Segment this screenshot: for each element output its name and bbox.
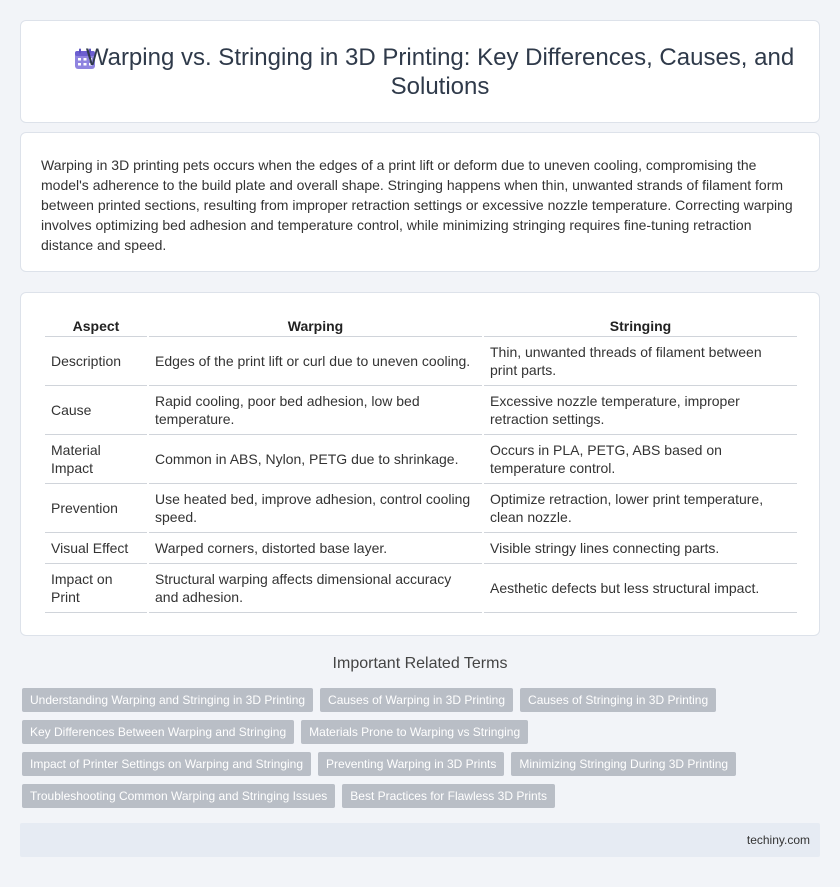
table-row: [45, 564, 797, 613]
page-title: Warping vs. Stringing in 3D Printing: Key Differences, Causes, and Solutions: [85, 44, 795, 100]
related-terms-title: Important Related Terms: [332, 655, 508, 672]
aspect-cell: Description: [45, 337, 147, 386]
related-term-link[interactable]: Causes of Stringing in 3D Printing: [520, 688, 716, 712]
tag-row: [22, 688, 822, 712]
intro-paragraph: Warping in 3D printing pets occurs when the edges of a print lift or deform due to uneven cooling, compromising the model's adherence to the build plate and overall shape. Stringing happens when thin, unwanted strands of filament form between printed sections, resulting from improper retraction settings or excessive nozzle temperature. Correcting warping involves optimizing bed adhesion and temperature control, while minimizing stringing requires fine-tuning retraction distance and speed.: [41, 157, 793, 253]
footer: [20, 823, 820, 857]
aspect-cell: Impact on Print: [45, 564, 147, 613]
warping-cell: Edges of the print lift or curl due to uneven cooling.: [149, 337, 482, 386]
warping-cell: Use heated bed, improve adhesion, control cooling speed.: [149, 484, 482, 533]
table-row: [45, 435, 797, 484]
related-term-link[interactable]: Minimizing Stringing During 3D Printing: [511, 752, 736, 776]
stringing-cell: Aesthetic defects but less structural impact.: [484, 564, 797, 613]
warping-cell: Structural warping affects dimensional accuracy and adhesion.: [149, 564, 482, 613]
tag-row: [22, 720, 822, 744]
related-term-link[interactable]: Key Differences Between Warping and Stringing: [22, 720, 294, 744]
related-term-link[interactable]: Preventing Warping in 3D Prints: [318, 752, 504, 776]
intro-card: [20, 132, 820, 272]
related-terms-list: [22, 688, 822, 816]
warping-cell: Warped corners, distorted base layer.: [149, 533, 482, 564]
table-row: [45, 386, 797, 435]
stringing-cell: Occurs in PLA, PETG, ABS based on temperature control.: [484, 435, 797, 484]
stringing-cell: Optimize retraction, lower print temperature, clean nozzle.: [484, 484, 797, 533]
aspect-cell: Cause: [45, 386, 147, 435]
related-term-link[interactable]: Troubleshooting Common Warping and Stringing Issues: [22, 784, 335, 808]
header-stringing: Stringing: [484, 315, 797, 337]
stringing-cell: Visible stringy lines connecting parts.: [484, 533, 797, 564]
related-term-link[interactable]: Best Practices for Flawless 3D Prints: [342, 784, 555, 808]
header-warping: Warping: [149, 315, 482, 337]
stringing-cell: Thin, unwanted threads of filament between print parts.: [484, 337, 797, 386]
comparison-table: [43, 315, 799, 613]
tag-row: [22, 752, 822, 776]
aspect-cell: Prevention: [45, 484, 147, 533]
related-term-link[interactable]: Understanding Warping and Stringing in 3D Printing: [22, 688, 313, 712]
footer-site[interactable]: techiny.com: [746, 833, 810, 847]
table-row: [45, 484, 797, 533]
comparison-card: [20, 292, 820, 636]
tag-row: [22, 784, 822, 808]
header-aspect: Aspect: [45, 315, 147, 337]
warping-cell: Common in ABS, Nylon, PETG due to shrinkage.: [149, 435, 482, 484]
stringing-cell: Excessive nozzle temperature, improper retraction settings.: [484, 386, 797, 435]
table-row: [45, 533, 797, 564]
warping-cell: Rapid cooling, poor bed adhesion, low bed temperature.: [149, 386, 482, 435]
table-row: [45, 337, 797, 386]
related-term-link[interactable]: Causes of Warping in 3D Printing: [320, 688, 513, 712]
aspect-cell: Material Impact: [45, 435, 147, 484]
related-term-link[interactable]: Impact of Printer Settings on Warping and Stringing: [22, 752, 311, 776]
related-term-link[interactable]: Materials Prone to Warping vs Stringing: [301, 720, 528, 744]
aspect-cell: Visual Effect: [45, 533, 147, 564]
header-card: [20, 20, 820, 123]
